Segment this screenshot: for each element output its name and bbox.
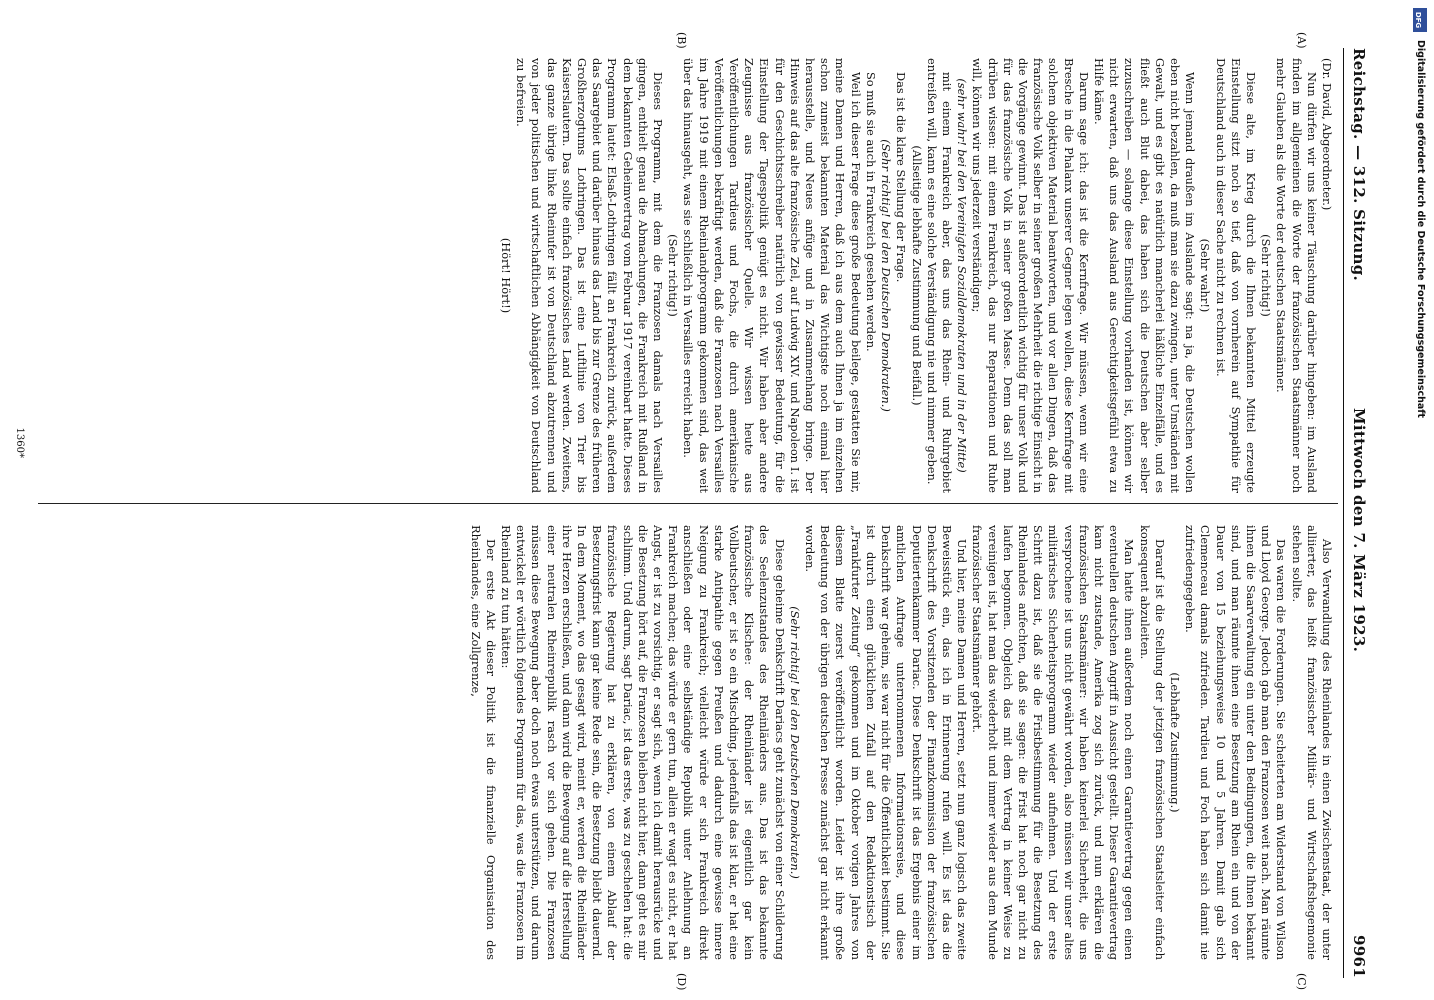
paragraph: Man hatte ihnen außerdem noch einen Garantievertrag gegen einen eventuellen deutschen Angriff in Aussicht gestellt. Dieser Garantievertrag kam nicht zustande, Amerika zog sich zurück, und nun erklären die französischen Staatsmänner: wir haben keinerlei Sicherheit, die uns versprochene ist uns nicht gewährt worden, also müssen wir unser altes militärisches Sicherheitsprogramm wieder aufnehmen. Und der erste Schritt dazu ist, daß sie die Fristbestimmung für die Besetzung des Rheinlandes anfechten, daß sie sagen: die Frist hat noch gar nicht zu laufen begonnen. Obgleich das mit dem Vertrag in keiner Weise zu vereinigen ist, hat man das wiederholt und immer wieder aus dem Munde französischer Staatsmänner gehört.	[970, 525, 1137, 960]
paragraph: Dieses Programm, mit dem die Franzosen damals nach Versailles gingen, enthielt genau die Abmachungen, die Frankreich mit Rußland in dem bekannten Geheimvertrag vom Februar 1917 vereinbart hatte. Dieses Programm lautet: Elsaß-Lothringen fällt an Frankreich zurück, außerdem das Saargebiet und darüber hinaus das Land bis zur Grenze des früheren Großherzogtums Lothringen. Das ist eine Luftlinie von Trier bis Kaiserslautern. Das sollte einfach französisches Land werden. Zweitens, das ganze übrige linke Rheinufer ist von Deutschland abzutrennen und von jeder politischen und wirtschaftlichen Abhängigkeit von Deutschland zu befreien.	[514, 58, 666, 493]
paragraph: Darauf ist die Stellung der jetzigen französischen Staatsleiter einfach konsequent abzuleiten.	[1137, 525, 1167, 960]
rotated-page	[0, 18, 1378, 998]
paragraph: Das waren die Forderungen. Sie scheiterten am Widerstand von Wilson und Lloyd George. Jedoch gab man den Franzosen weit nach. Man räumte ihnen die Saarverwaltung ein unter den Bedingungen, die Ihnen bekannt sind, und man räumte ihnen eine Besetzung am Rhein ein und von der Dauer von 15 beziehungsweise 10 und 5 Jahren. Damit gab sich Clemenceau damals zufrieden. Tardieu und Foch haben sich damit nie zufriedengegeben.	[1183, 525, 1289, 960]
interjection: (sehr wahr! bei den Vereinigten Sozialdemokraten und in der Mitte)	[955, 78, 970, 473]
paragraph: Diese alte, im Krieg durch die Ihnen bekannten Mittel erzeugte Einstellung sitzt noch so tief, daß von vornherein auf Sympathie für Deutschland auch in dieser Sache nicht zu rechnen ist.	[1213, 58, 1258, 493]
interjection: (Sehr wahr!)	[1198, 238, 1213, 313]
paragraph: mit einem Frankreich aber, das uns das Rhein- und Ruhrgebiet entreißen will, kann es eine solche Verständigung nie und nimmer geben.	[924, 58, 954, 493]
interjection: (Sehr richtig!)	[666, 234, 681, 317]
dfg-logo-text: DFG	[1414, 11, 1423, 29]
speaker-label: (Dr. David, Abgeordneter.)	[1320, 58, 1334, 211]
interjection: (Sehr richtig! bei den Deutschen Demokraten.)	[787, 606, 802, 879]
paragraph: Das ist die klare Stellung der Frage.	[894, 72, 909, 283]
paragraph: Diese geheime Denkschrift Dariacs geht zunächst von einer Schilderung des Seelenzustandes des Rheinländers aus. Das ist das bekannte französische Klischee: der Rheinländer ist eigentlich gar kein Vollbeutscher, er ist so ein Mischding, jedenfalls das ist klar, er hat eine starke Antipathie gegen Preußen und dadurch eine gewisse innere Neigung zu Frankreich; vielleicht würde er sich Frankreich direkt anschließen oder eine selbständige Republik unter Anlehnung an Frankreich machen; das würde er gern tun, allein er wagt es nicht, er hat Angst, er ist zu vorsichtig, er sagt sich, wenn ich damit herausrücke und die Besetzung hört auf, die Franzosen bleiben nicht hier, dann geht es mir schlimm. Und darum, sagt Dariac, ist das erste, was zu geschehen hat: die französische Regierung hat zu erklären, von einem Ablauf der Besetzungsfrist kann gar keine Rede sein, die Besetzung bleibt dauernd. In dem Moment, wo das gesagt wird, meint er, werden die Rheinländer ihre Herzen erschließen, und dann wird die Bewegung auf die Herstellung einer neutralen Rheinrepublik rasch vor sich gehen. Die Franzosen müssen diese Bewegung aber doch noch etwas unterstützen, und darum entwickelt er wörtlich folgendes Programm für das, was die Franzosen im Rheinland zu tun hätten:	[499, 525, 787, 960]
page-marker: 1360*	[14, 427, 25, 458]
interjection: (Hört! Hört!)	[499, 237, 514, 314]
right-column	[34, 525, 1334, 960]
paragraph: Also Verwandlung des Rheinlandes in einen Zwischenstaat, der unter alliierter, das heißt französischer Militär- und Wirtschaftshegemonie stehen sollte.	[1289, 525, 1334, 960]
paragraph: Darum sage ich: das ist die Kernfrage. Wir müssen, wenn wir eine Bresche in die Phalanx unserer Gegner legen wollen, diese Kernfrage mit solchem objektiven Material beantworten, und vor allen Dingen, daß das französische Volk selber in seiner großen Mehrheit die richtige Einsicht in die Vorgänge gewinnt. Das ist außerordentlich wichtig für unser Volk und für das französische Volk in seiner großen Masse. Denn das soll man drüben wissen: mit einem Frankreich, das nur Reparationen und Ruhe will, können wir uns jederzeit verständigen;	[970, 58, 1091, 493]
page-number: 9961	[1350, 935, 1368, 978]
left-column	[34, 58, 1334, 493]
header-date: Mittwoch den 7. März 1923.	[1350, 408, 1368, 653]
interjection: (Sehr richtig!)	[1259, 234, 1274, 317]
paragraph: Und hier, meine Damen und Herren, setzt nun ganz logisch das zweite Beweisstück ein, das ich in Erinnerung rufen will. Es ist das die Denkschrift des Vorsitzenden der Finanzkommission der französischen Deputiertenkammer Dariac. Diese Denkschrift ist das Ergebnis einer im amtlichen Auftrage unternommenen Informationsreise, und diese Denkschrift war geheim, sie war nicht für die Öffentlichkeit bestimmt. Sie ist durch einen glücklichen Zufall auf den Redaktionstisch der „Frankfurter Zeitung“ gekommen und im Oktober vorigen Jahres von diesem Blatte zuerst veröffentlicht worden. Leider ist ihre große Bedeutung von der übrigen deutschen Presse zunächst gar nicht erkannt worden.	[803, 525, 970, 960]
interjection: (Sehr richtig! bei den Deutschen Demokraten.)	[879, 139, 894, 412]
margin-letter-d: (D)	[675, 973, 688, 991]
margin-letter-a: (A)	[1295, 32, 1308, 49]
header-left: Reichstag. — 312. Sitzung.	[1350, 48, 1368, 282]
paragraph: Wenn jemand draußen im Auslande sagt: na ja, die Deutschen wollen eben nicht bezahlen, da muß man sie dazu zwingen, unter Umständen mit Gewalt, und es gibt es natürlich mancherlei häßliche Einzelfälle, und es fließt auch Blut dabei, das haben sich die Deutschen aber selber zuzuschreiben — solange diese Einstellung vorhanden ist, können wir nicht erwarten, daß uns das Ausland aus Gerechtigkeitsgefühl etwa zu Hilfe käme.	[1091, 58, 1198, 493]
paragraph: Der erste Akt dieser Politik ist die finanzielle Organisation des Rheinlandes, eine Zollgrenze,	[468, 525, 498, 960]
interjection: (Lebhafte Zustimmung.)	[1167, 672, 1182, 813]
paragraph: Nun dürfen wir uns keiner Täuschung darüber hingeben: im Ausland finden im allgemeinen die Worte der französischen Staatsmänner noch mehr Glauben als die Worte der deutschen Staatsmänner.	[1274, 58, 1319, 493]
margin-letter-c: (C)	[1295, 973, 1308, 990]
interjection: (Allseitige lebhafte Zustimmung und Beifall.)	[909, 145, 924, 406]
paragraph: Weil ich dieser Frage diese große Bedeutung beilege, gestatten Sie mir, meine Damen und Herren, daß ich aus dem auch Ihnen ja im einzelnen schon zumeist bekannten Material das Wichtigste noch einmal hier herausstelle, und Neues anfüge und in Zusammenhang bringe. Der Hinweis auf das alte französische Ziel, auf Ludwig XIV. und Napoleon I. ist für den Geschichtsschreiber natürlich von gewisser Bedeutung, für die Einstellung der Tagespolitik genügt es nicht. Wir haben aber andere Zeugnisse aus französischer Quelle. Wir wissen heute aus Veröffentlichungen Tardieus und Fochs, die durch amerikanische Veröffentlichungen bekräftigt werden, daß die Franzosen nach Versailles im Jahre 1919 mit einem Rheinlandprogramm gekommen sind, das weit über das hinausgeht, was sie schließlich in Versailles erreicht haben.	[681, 58, 863, 493]
digitization-credit: Digitalisierung gefördert durch die Deutsche Forschungsgemeinschaft	[1415, 40, 1426, 418]
page-header	[1343, 48, 1370, 978]
margin-letter-b: (B)	[675, 32, 688, 49]
paragraph: So muß sie auch in Frankreich gesehen werden.	[863, 72, 878, 352]
dfg-logo	[1413, 8, 1427, 32]
side-strip	[1404, 0, 1434, 1000]
column-divider	[38, 503, 1338, 504]
